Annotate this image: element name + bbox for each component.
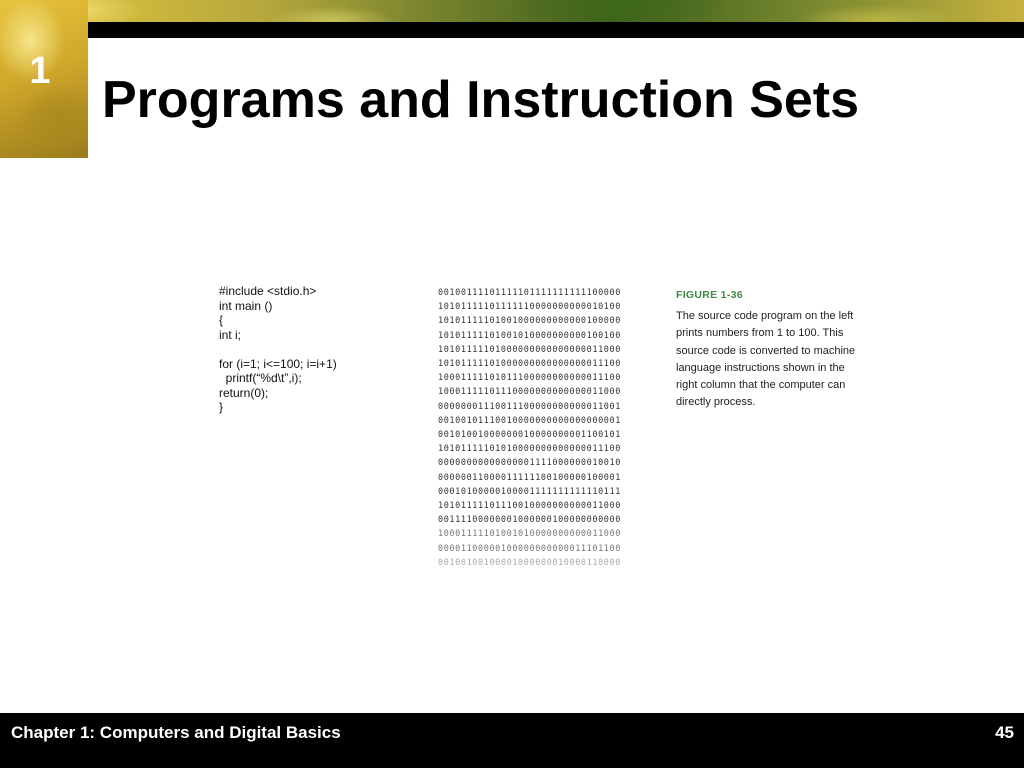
machine-code-line: 10101111101001010000000000100100 (438, 330, 621, 341)
machine-code-line: 10001111101110000000000000011000 (438, 387, 621, 398)
machine-code-line: 10101111101010000000000000011100 (438, 444, 621, 455)
machine-code-line: 10101111101110010000000000011000 (438, 501, 621, 512)
machine-code-line: 10101111101001000000000000100000 (438, 316, 621, 327)
machine-code-line: 00010100000100001111111111110111 (438, 486, 621, 497)
machine-code-line: 00111100000001000000100000000000 (438, 515, 621, 526)
machine-code-line: 00100111101111101111111111100000 (438, 288, 621, 298)
machine-code-line: 00000011000011111100100000100001 (438, 472, 621, 483)
source-code-listing: #include <stdio.h> int main () { int i; for (i=1; i<=100; i=i+1) printf(“%d\t”,i); return(0); } (219, 284, 337, 414)
machine-code-line: 10101111101111110000000000010100 (438, 302, 621, 313)
chapter-badge (0, 0, 88, 158)
machine-code-line: 00100100100001000000010000110000 (438, 557, 621, 568)
footer-chapter-title: Chapter 1: Computers and Digital Basics (11, 723, 341, 742)
machine-code-line: 10101111101000000000000000011000 (438, 344, 621, 355)
machine-code-line: 00001100000100000000000011101100 (438, 543, 621, 554)
footer-bar (0, 713, 1024, 768)
machine-code-line: 10001111101001010000000000011000 (438, 529, 621, 540)
footer-page-number: 45 (995, 723, 1014, 742)
chapter-number: 1 (29, 50, 51, 92)
machine-code-line: 10101111101000000000000000011100 (438, 359, 621, 370)
header-rule (88, 22, 1024, 38)
machine-code-line: 00000000000000001111000000010010 (438, 458, 621, 469)
slide-title: Programs and Instruction Sets (102, 71, 860, 129)
machine-code-line: 00100101110010000000000000000001 (438, 415, 621, 426)
machine-code-line: 10001111101011100000000000011100 (438, 373, 621, 384)
figure-caption: The source code program on the left prints numbers from 1 to 100. This source code is converted to machine language instructions shown in the right column that the computer can directly process. (676, 310, 856, 409)
machine-code-listing (438, 286, 662, 570)
machine-code-line: 00000001110011100000000000011001 (438, 401, 621, 412)
figure-label: FIGURE 1-36 (676, 289, 743, 301)
machine-code-line: 00101001000000010000000001100101 (438, 430, 621, 441)
